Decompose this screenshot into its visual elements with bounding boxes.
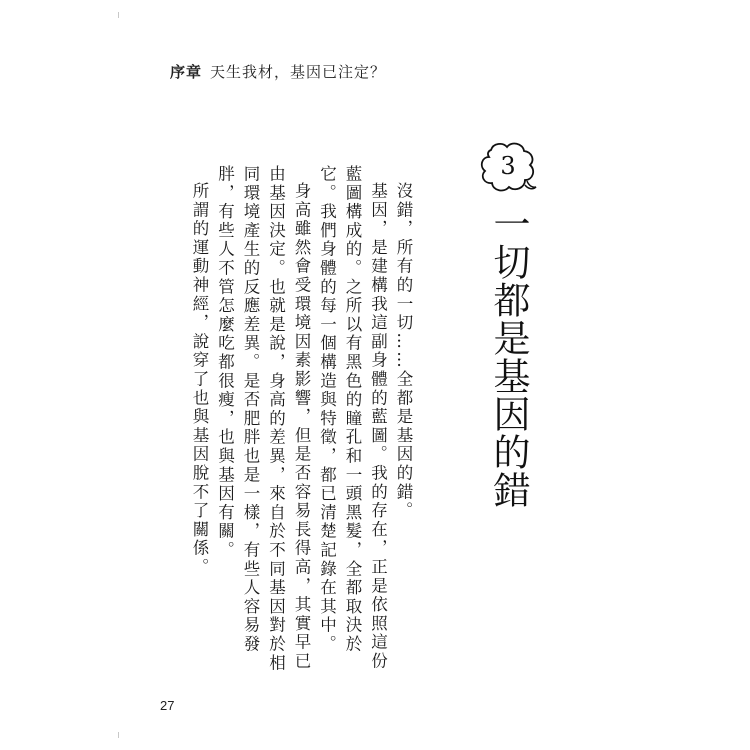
paragraph-2: 基因，是建構我這副身體的藍圖。我的存在，正是依照這份藍圖構成的。之所以有黑色的瞳孔和一頭黑髮，全都取決於它。我們身體的每一個構造與特徵，都已清楚記錄在其中。 — [317, 165, 388, 671]
running-head-chapter-title: 天生我材，基因已注定？ — [210, 63, 387, 81]
page-number: 27 — [160, 698, 175, 713]
section-number: 3 — [500, 152, 516, 180]
paragraph-1: 沒錯，所有的一切……全都是基因的錯。 — [394, 181, 413, 520]
paragraph-3: 身高雖然會受環境因素影響，但是否容易長得高，其實早已由基因決定。也就是說，身高的差異，來自於不同基因對於相同環境產生的反應差異。是否肥胖也是一樣，有些人容易發胖，有些人不管怎麼吃都很瘦，也與基因有關。 — [215, 165, 311, 673]
running-head-chapter-label: 序章 — [170, 63, 203, 81]
cloud-bubble-icon — [477, 140, 539, 198]
running-head — [170, 61, 386, 82]
crop-mark-top-left — [118, 12, 119, 18]
body-text — [190, 165, 416, 685]
section-title: 一切都是基因的錯 — [487, 205, 530, 509]
paragraph-4: 所謂的運動神經，說穿了也與基因脫不了關係。 — [190, 181, 209, 577]
crop-mark-bottom-left — [118, 732, 119, 738]
section-number-badge — [477, 140, 539, 198]
